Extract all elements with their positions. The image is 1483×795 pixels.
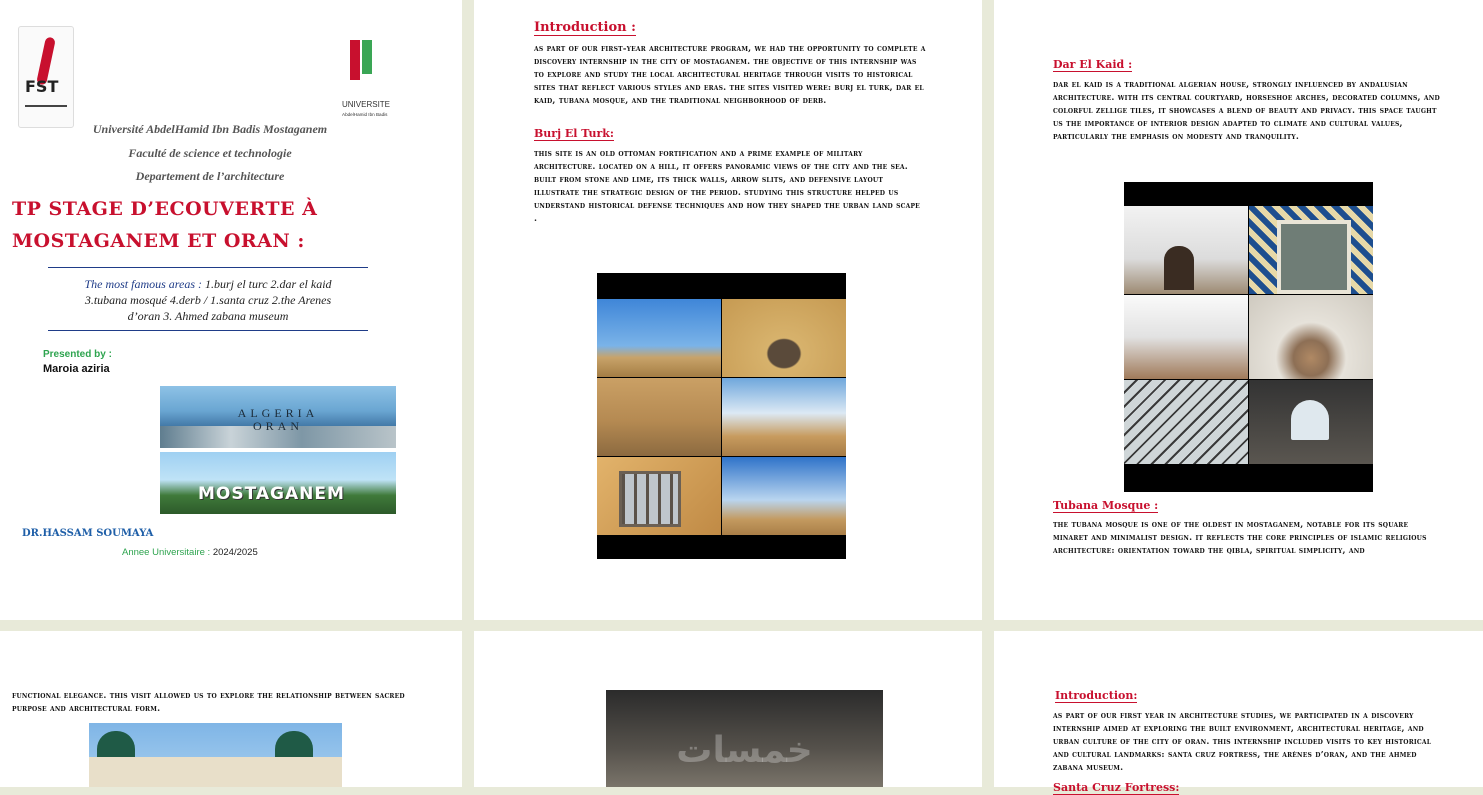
areas-line2: 3.tubana mosqué 4.derb / 1.santa cruz 2.the Arenes [84,293,332,307]
university-logo-text: UNIVERSITE [342,100,391,109]
university-logo-mark-green [362,40,372,74]
collage-photo-6 [722,457,846,535]
academic-year-label: Annee Universitaire : [122,547,211,558]
oran-image-caption-1: ALGERIA [237,406,319,420]
supervisor-name: DR.HASSAM SOUMAYA [22,528,154,539]
document-page-5 [474,631,982,787]
santa-cruz-heading: Santa Cruz Fortress: [1053,781,1180,794]
areas-line3: d’oran 3. Ahmed zabana museum [127,309,289,323]
interior-photo [606,690,883,787]
collage3-photo-5 [1124,380,1248,464]
collage3-photo-6 [1249,380,1373,464]
fst-logo-text: FST [25,77,59,96]
university-logo-subtext: AbdelHamid Ibn Badis [342,112,388,117]
mosque-wall [89,757,342,787]
tubana-heading: Tubana Mosque : [1053,499,1159,512]
collage3-photo-4 [1249,295,1373,379]
intro-heading: Introduction : [534,20,636,35]
document-page-4 [0,631,462,787]
fst-logo-arabic [25,105,67,117]
tubana-text-continued: functional elegance. this visit allowed us to explore the relationship between sacred purpose and architectural form. [12,691,405,714]
oran-intro-text: as part of our first year in architecture studies, we participated in a discovery internship aimed at exploring the built environment, architectural heritage, and urban culture of the city of oran. this internship included visits to key historical and cultural landmarks: santa cruz fortress, the arènes d’oran, and the ahmed zabana museum. [1053,711,1432,773]
collage3-photo-2 [1249,206,1373,294]
arched-window [1291,400,1329,440]
areas-line1 [48,276,368,292]
academic-year-value: 2024/2025 [212,547,258,558]
collage3-photo-3 [1124,295,1248,379]
collage3-photo-1 [1124,206,1248,294]
fst-logo [18,26,74,128]
areas-label: The most famous areas : [84,277,205,291]
areas-line1-text: 1.burj el turc 2.dar el kaid [205,277,332,291]
dar-el-kaid-photo-collage [1124,182,1373,492]
collage-photo-4 [722,378,846,456]
oran-image-caption-2: ORAN [252,419,303,433]
faculty-name: Faculté de science et technologie [128,146,292,160]
author-name: Maroia aziria [43,363,110,375]
window [1277,220,1351,294]
mostaganem-image-caption: MOSTAGANEM [198,484,345,504]
watermark: خمسات [676,730,813,771]
oran-image [160,386,396,448]
arched-door [1164,246,1194,290]
academic-year [122,547,258,558]
kaid-heading: Dar El Kaid : [1053,58,1133,71]
cover-title-line1: TP STAGE D’ECOUVERTE À [12,198,318,220]
burj-heading: Burj El Turk: [534,127,614,140]
collage-photo-3 [597,378,721,456]
oran-intro-heading: Introduction: [1055,689,1138,702]
tubana-mosque-photo [89,723,342,787]
document-page-6 [994,631,1483,794]
collage-photo-1 [597,299,721,377]
intro-text: as part of our first-year architecture program, we had the opportunity to complete a discovery internship in the city of mostaganem. the objective of this internship was to explore and study the local architectural heritage through visits to historical sites that reflect various styles and eras. the sites visited were: burj el turk, dar el kaid, tubana mosque, and the traditional neighborhood of derb. [534,44,926,106]
university-logo-mark-red [350,40,360,80]
collage-photo-2 [722,299,846,377]
burj-photo-collage [597,273,846,559]
document-page-cover [0,0,462,620]
areas-box [48,267,368,331]
window-grille [619,471,681,527]
collage-photo-5 [597,457,721,535]
kaid-text: dar el kaid is a traditional algerian house, strongly influenced by andalusian architecture. with its central courtyard, horseshoe arches, decorated columns, and colorful zellige tiles, it showcases a blend of beauty and privacy. this space taught us the importance of interior design adapted to climate and cultural values, particularly the emphasis on modesty and tranquility. [1053,80,1440,142]
presented-by-label: Presented by : [43,349,112,360]
tubana-text: the tubana mosque is one of the oldest in mostaganem, notable for its square minaret and minimalist design. it reflects the core principles of islamic religious architecture: orientation toward the qibla, spiritual simplicity, and [1053,520,1427,556]
university-name: Université AbdelHamid Ibn Badis Mostaganem [92,122,328,136]
university-logo [342,36,390,122]
cover-title-line2: MOSTAGANEM ET ORAN : [12,230,305,252]
burj-text: this site is an old ottoman fortification and a prime example of military architecture. located on a hill, it offers panoramic views of the city and the sea. built from stone and lime, its thick walls, arrow slits, and defensive layout illustrate the strategic design of the period. studying this structure helped us understand historical defense techniques and how they shaped the urban land scape . [534,149,920,224]
department-name: Departement de l’architecture [135,169,285,183]
mostaganem-image [160,452,396,514]
